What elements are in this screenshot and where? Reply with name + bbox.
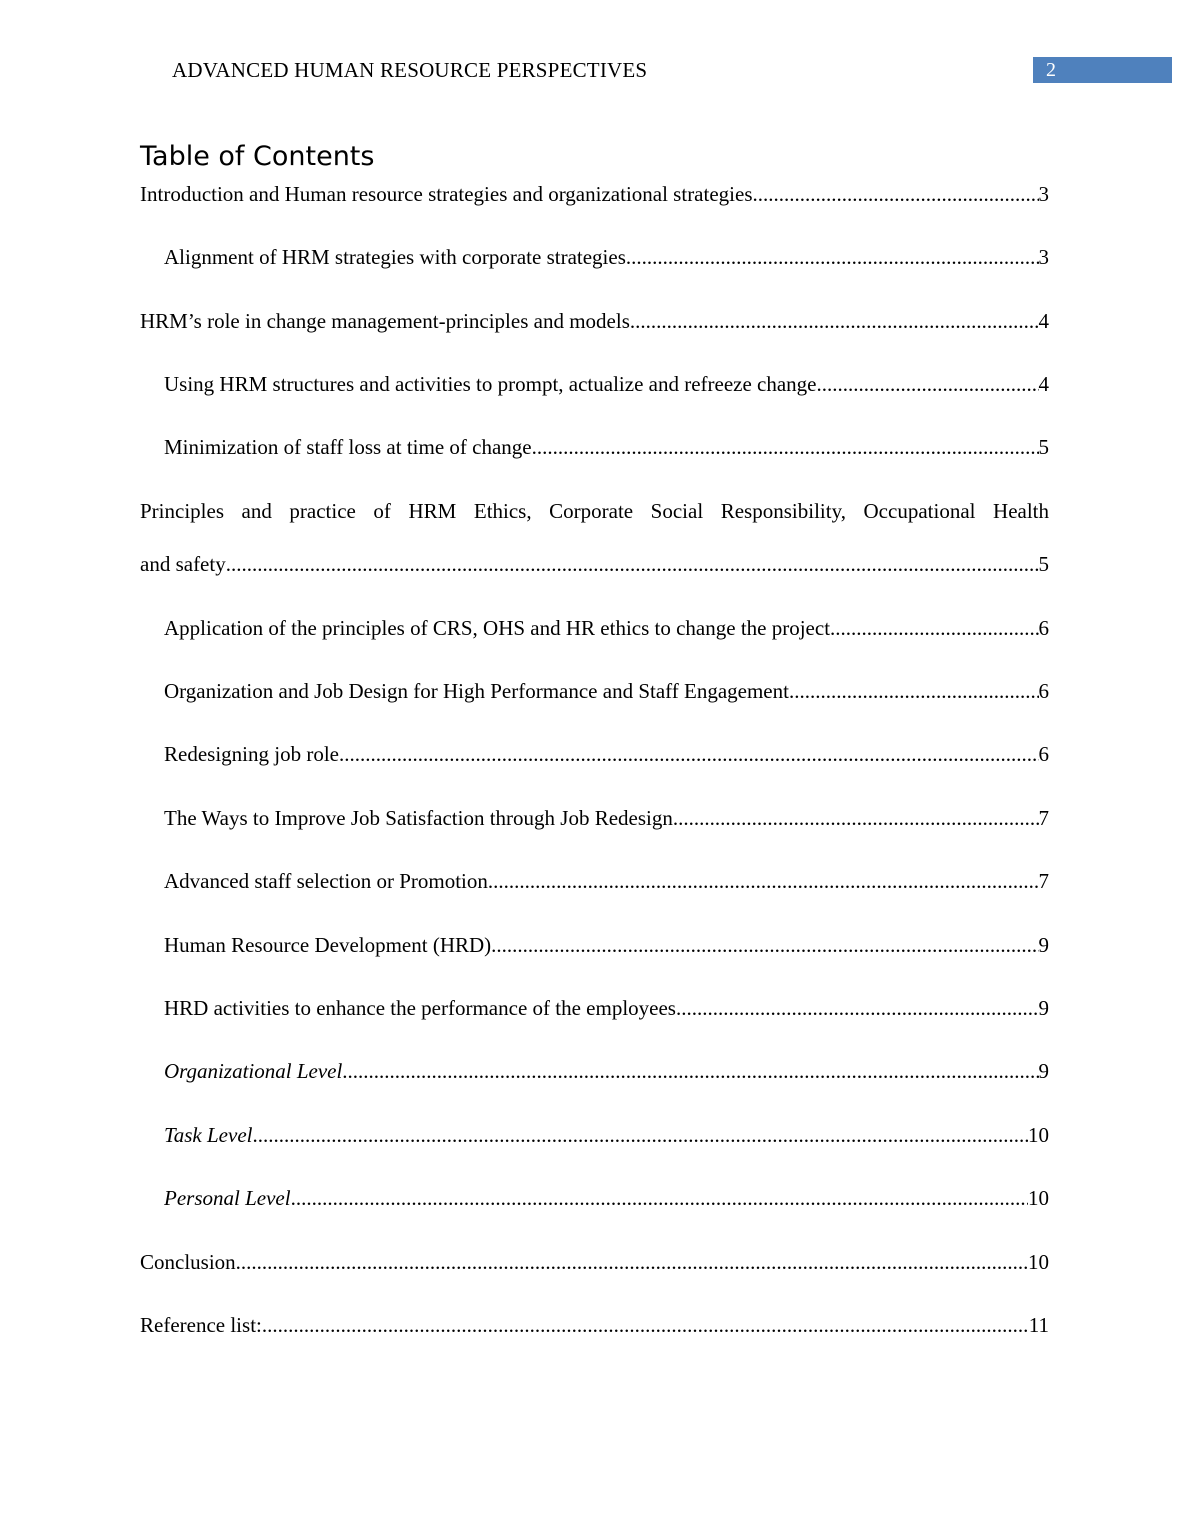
- toc-entry-text: Application of the principles of CRS, OHS and HR ethics to change the project: [164, 616, 831, 640]
- toc-entry-text: Organizational Level: [164, 1059, 343, 1083]
- toc-entry-hrd[interactable]: [164, 930, 1049, 960]
- toc-dot-leader: [753, 179, 1039, 209]
- toc-dot-leader: [630, 306, 1039, 336]
- toc-entry-page: 9: [1038, 996, 1049, 1020]
- toc-entry-principles-line2[interactable]: [140, 549, 1049, 579]
- toc-entry-page: 7: [1038, 806, 1049, 830]
- toc-entry-page: 10: [1028, 1123, 1049, 1147]
- toc-entry-page: 9: [1038, 1059, 1049, 1083]
- toc-dot-leader: [339, 739, 1039, 769]
- toc-dot-leader: [491, 930, 1038, 960]
- toc-dot-leader: [817, 369, 1039, 399]
- toc-entry-principles-line1[interactable]: Principles and practice of HRM Ethics, Corporate Social Responsibility, Occupational Health: [140, 499, 1049, 523]
- toc-entry-text: Task Level: [164, 1123, 253, 1147]
- toc-entry-page: 5: [1038, 552, 1049, 576]
- toc-entry-text: Conclusion: [140, 1250, 236, 1274]
- toc-entry-personal-level[interactable]: [164, 1183, 1049, 1213]
- toc-entry-text: Minimization of staff loss at time of change: [164, 435, 532, 459]
- running-header-title: ADVANCED HUMAN RESOURCE PERSPECTIVES: [172, 58, 648, 82]
- toc-entry-page: 4: [1038, 309, 1049, 333]
- toc-entry-hrm-structures[interactable]: [164, 369, 1049, 399]
- toc-entry-text: Redesigning job role: [164, 742, 339, 766]
- toc-entry-page: 10: [1028, 1250, 1049, 1274]
- toc-dot-leader: [789, 676, 1039, 706]
- toc-dot-leader: [676, 993, 1039, 1023]
- toc-entry-text: Organization and Job Design for High Performance and Staff Engagement: [164, 679, 789, 703]
- toc-entry-reference-list[interactable]: [140, 1310, 1049, 1340]
- toc-dot-leader: [532, 432, 1039, 462]
- toc-entry-staff-loss[interactable]: [164, 432, 1049, 462]
- toc-dot-leader: [236, 1247, 1028, 1277]
- toc-dot-leader: [626, 242, 1039, 272]
- toc-entry-application-principles[interactable]: [164, 613, 1049, 643]
- toc-entry-staff-selection[interactable]: [164, 866, 1049, 896]
- toc-entry-text: Introduction and Human resource strategies and organizational strategies: [140, 182, 753, 206]
- toc-entry-text: Human Resource Development (HRD): [164, 933, 492, 957]
- toc-entry-text: HRD activities to enhance the performance of the employees: [164, 996, 676, 1020]
- toc-entry-alignment[interactable]: [164, 242, 1049, 272]
- toc-entry-text: Reference list:: [140, 1313, 262, 1337]
- toc-entry-introduction[interactable]: [140, 179, 1049, 209]
- toc-entry-text: Advanced staff selection or Promotion: [164, 869, 488, 893]
- toc-entry-text: Alignment of HRM strategies with corporate strategies: [164, 245, 626, 269]
- toc-entry-text: Using HRM structures and activities to prompt, actualize and refreeze change: [164, 372, 817, 396]
- toc-entry-page: 3: [1038, 182, 1049, 206]
- toc-entry-hrm-role[interactable]: [140, 306, 1049, 336]
- toc-entry-page: 4: [1038, 372, 1049, 396]
- toc-entry-page: 11: [1028, 1313, 1049, 1337]
- toc-entry-text: The Ways to Improve Job Satisfaction through Job Redesign: [164, 806, 673, 830]
- page-number: 2: [1033, 57, 1172, 83]
- toc-entry-page: 3: [1038, 245, 1049, 269]
- toc-entry-job-satisfaction[interactable]: [164, 803, 1049, 833]
- toc-entry-page: 9: [1038, 933, 1049, 957]
- toc-dot-leader: [262, 1310, 1029, 1340]
- toc-entry-redesigning[interactable]: [164, 739, 1049, 769]
- toc-dot-leader: [488, 866, 1039, 896]
- toc-dot-leader: [342, 1056, 1038, 1086]
- table-of-contents: [140, 0, 1049, 1540]
- toc-entry-text: HRM’s role in change management-principles and models: [140, 309, 630, 333]
- toc-dot-leader: [252, 1120, 1028, 1150]
- toc-entry-page: 5: [1038, 435, 1049, 459]
- toc-heading: Table of Contents: [140, 141, 375, 172]
- toc-dot-leader: [830, 613, 1038, 643]
- toc-entry-page: 10: [1028, 1186, 1049, 1210]
- toc-entry-text: Personal Level: [164, 1186, 291, 1210]
- toc-entry-organizational-level[interactable]: [164, 1056, 1049, 1086]
- toc-dot-leader: [226, 549, 1039, 579]
- toc-dot-leader: [291, 1183, 1028, 1213]
- toc-dot-leader: [673, 803, 1039, 833]
- toc-entry-hrd-activities[interactable]: [164, 993, 1049, 1023]
- toc-entry-page: 6: [1038, 616, 1049, 640]
- toc-entry-page: 6: [1038, 679, 1049, 703]
- toc-entry-page: 6: [1038, 742, 1049, 766]
- toc-entry-job-design[interactable]: [164, 676, 1049, 706]
- toc-entry-text: and safety: [140, 552, 226, 576]
- toc-entry-page: 7: [1038, 869, 1049, 893]
- toc-entry-conclusion[interactable]: [140, 1247, 1049, 1277]
- toc-entry-task-level[interactable]: [164, 1120, 1049, 1150]
